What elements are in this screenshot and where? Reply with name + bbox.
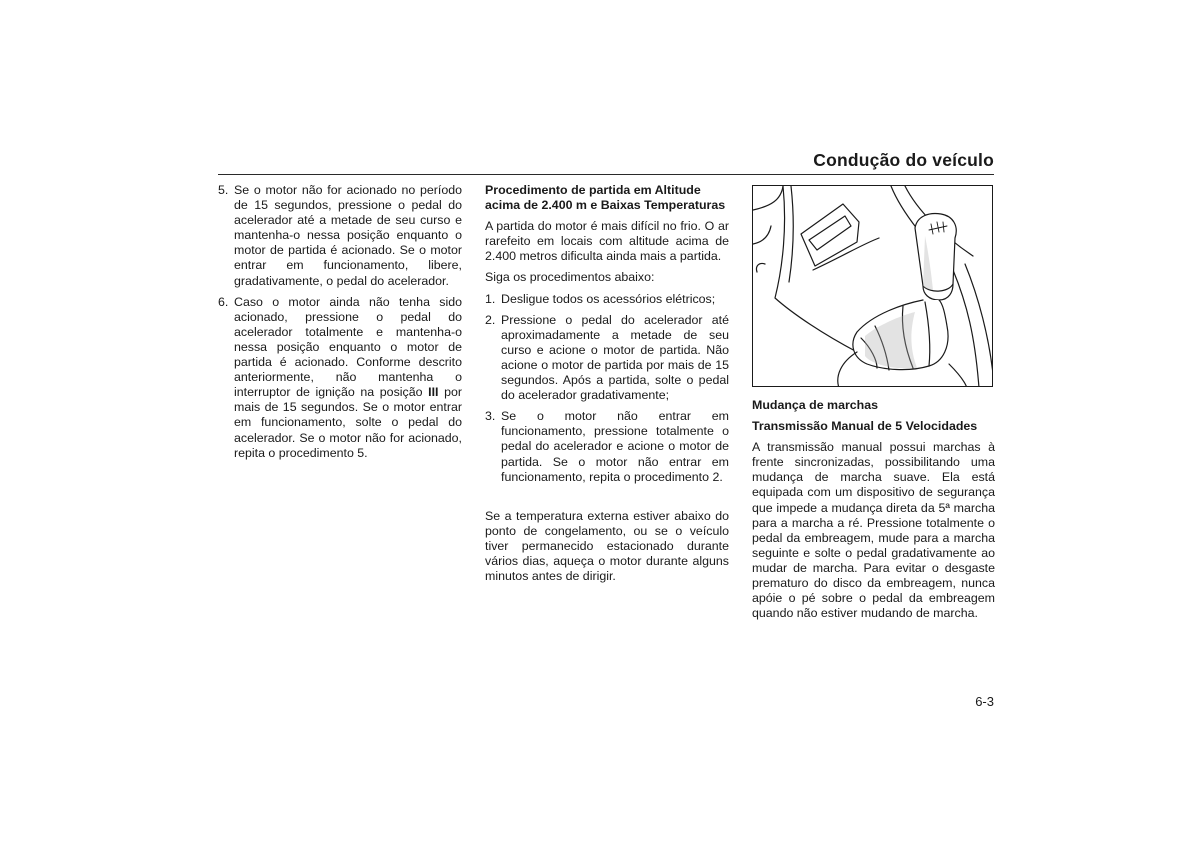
list-number: 5. — [218, 183, 229, 197]
list-number: 6. — [218, 294, 229, 309]
list-item-step-3 — [485, 409, 729, 484]
paragraph-transmission: A transmissão manual possui marchas à frente sincronizadas, possibilitando uma mudança de marcha suave. Ela está equipada com um dispositivo de segurança que impede a mudança direta da 5ª marcha para a marcha a ré. Pressione totalmente o pedal da embreagem, mude para a marcha seguinte e solte o pedal gradativamente ao mudar de marcha. Para evitar o desgaste prematuro do disco da embreagem, nunca apóie o pé sobre o pedal da embreagem quando não estiver mudando de marcha. — [752, 440, 995, 621]
section-heading-altitude: Procedimento de partida em Altitude acima de 2.400 m e Baixas Temperaturas — [485, 183, 726, 213]
gear-shift-illustration — [753, 186, 993, 387]
gear-shift-figure — [752, 185, 993, 387]
paragraph-closing: Se a temperatura externa estiver abaixo do ponto de congelamento, ou se o veículo tiver permanecido estacionado durante vários dias, aqueça o motor durante alguns minutos antes de dirigir. — [485, 508, 729, 584]
page-header — [218, 150, 994, 174]
column-2 — [485, 183, 729, 590]
list-text: Pressione o pedal do acelerador até aproximadamente a metade de seu curso e acione o motor de partida. Não acione o motor de partida por mais de 15 segundos. Após a partida, solte o pedal do acelerador gradativamente; — [501, 312, 729, 403]
list-item-step-1 — [485, 292, 729, 307]
list-text: Se o motor não for acionado no período de 15 segundos, pressione o pedal do acelerador até a metade de seu curso e mantenha-o nessa posição enquanto o motor de partida é acionado. Se o motor entrar em funcionamento, libere, gradativamente, o pedal do acelerador. — [234, 183, 462, 288]
list-number: 1. — [485, 291, 496, 306]
list-item-step-2 — [485, 313, 729, 404]
list-text-part: Caso o motor ainda não tenha sido acionado, pressione o pedal do acelerador totalmente e mantenha-o nessa posição enquanto o motor de partida é acionado. Conforme descrito anteriormente, não mantenha o interruptor de ignição na posição — [234, 294, 462, 400]
paragraph-steps-intro: Siga os procedimentos abaixo: — [485, 270, 655, 285]
list-text: Se o motor não entrar em funcionamento, pressione totalmente o pedal do acelerador e acione o motor de partida. Se o motor não entrar em funcionamento, repita o procedimento 2. — [501, 409, 729, 484]
section-heading-gear-change: Mudança de marchas — [752, 398, 879, 412]
list-item-5 — [218, 183, 462, 289]
list-text — [234, 295, 462, 461]
header-rule — [218, 174, 994, 175]
paragraph-intro: A partida do motor é mais difícil no frio. O ar rarefeito em locais com altitude acima de 2.400 metros dificulta ainda mais a partida. — [485, 219, 729, 264]
page-title: Condução do veículo — [813, 150, 994, 170]
ignition-position-label: III — [428, 385, 439, 400]
column-1 — [218, 183, 462, 467]
list-number: 2. — [485, 312, 496, 327]
section-heading-transmission: Transmissão Manual de 5 Velocidades — [752, 419, 978, 434]
list-text: Desligue todos os acessórios elétricos; — [501, 291, 716, 306]
list-text-part: por mais de 15 segundos. Se o motor entrar em funcionamento, solte o pedal do acelerador. Se o motor não for acionado, repita o procedimento 5. — [234, 385, 462, 460]
list-item-6 — [218, 295, 462, 461]
list-number: 3. — [485, 409, 496, 424]
page-number: 6-3 — [975, 694, 994, 709]
column-3 — [752, 398, 995, 627]
